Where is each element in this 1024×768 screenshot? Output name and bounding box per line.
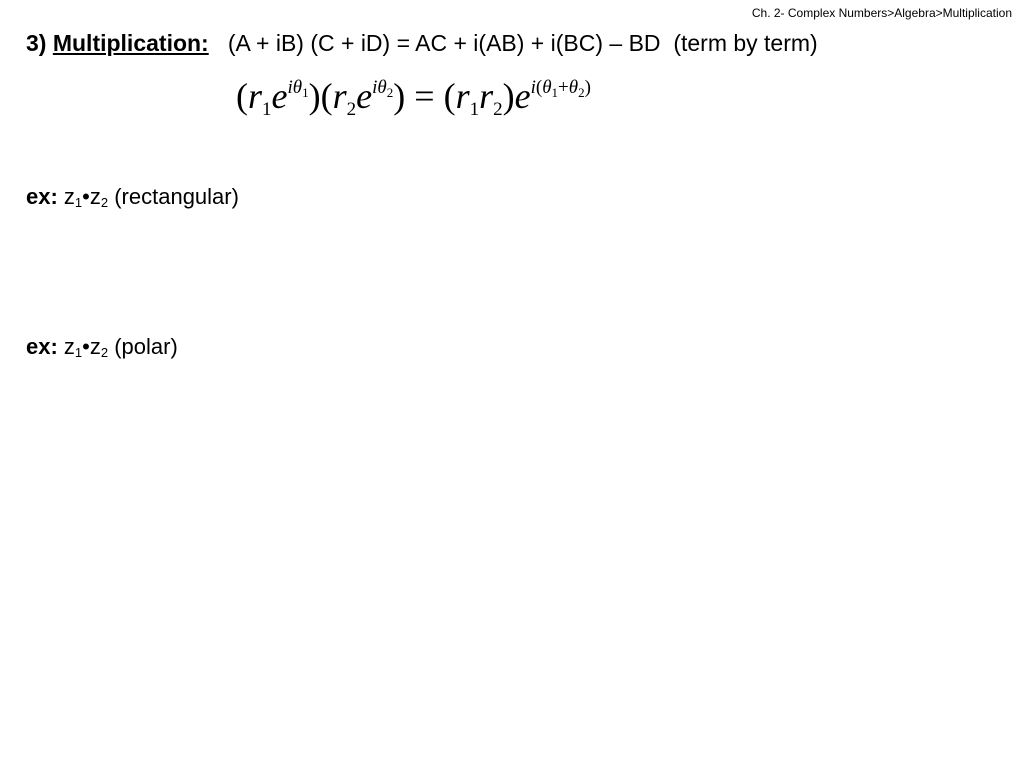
example-label: ex:: [26, 184, 58, 209]
breadcrumb: Ch. 2- Complex Numbers>Algebra>Multiplication: [751, 6, 1012, 20]
example-kind: (polar): [114, 334, 178, 359]
section-title: Multiplication:: [52, 30, 209, 56]
section-number: 3): [26, 30, 47, 56]
example-polar: ex: $z_1•z_2$ (polar): [26, 334, 178, 360]
rule-note: (term by term): [673, 30, 818, 56]
polar-multiplication-formula: $(r_1e^{i\theta_1})(r_2e^{i\theta_2}) = (r_1r_2)e^{i(\theta_1+\theta_2)}$: [236, 76, 591, 120]
example-label: ex:: [26, 334, 58, 359]
multiplication-heading: [26, 30, 818, 57]
example-kind: (rectangular): [114, 184, 239, 209]
multiplication-rule: (A + iB) (C + iD) = AC + i(AB) + i(BC) – BD: [227, 30, 661, 56]
example-rectangular: ex: $z_1•z_2$ (rectangular): [26, 184, 239, 210]
